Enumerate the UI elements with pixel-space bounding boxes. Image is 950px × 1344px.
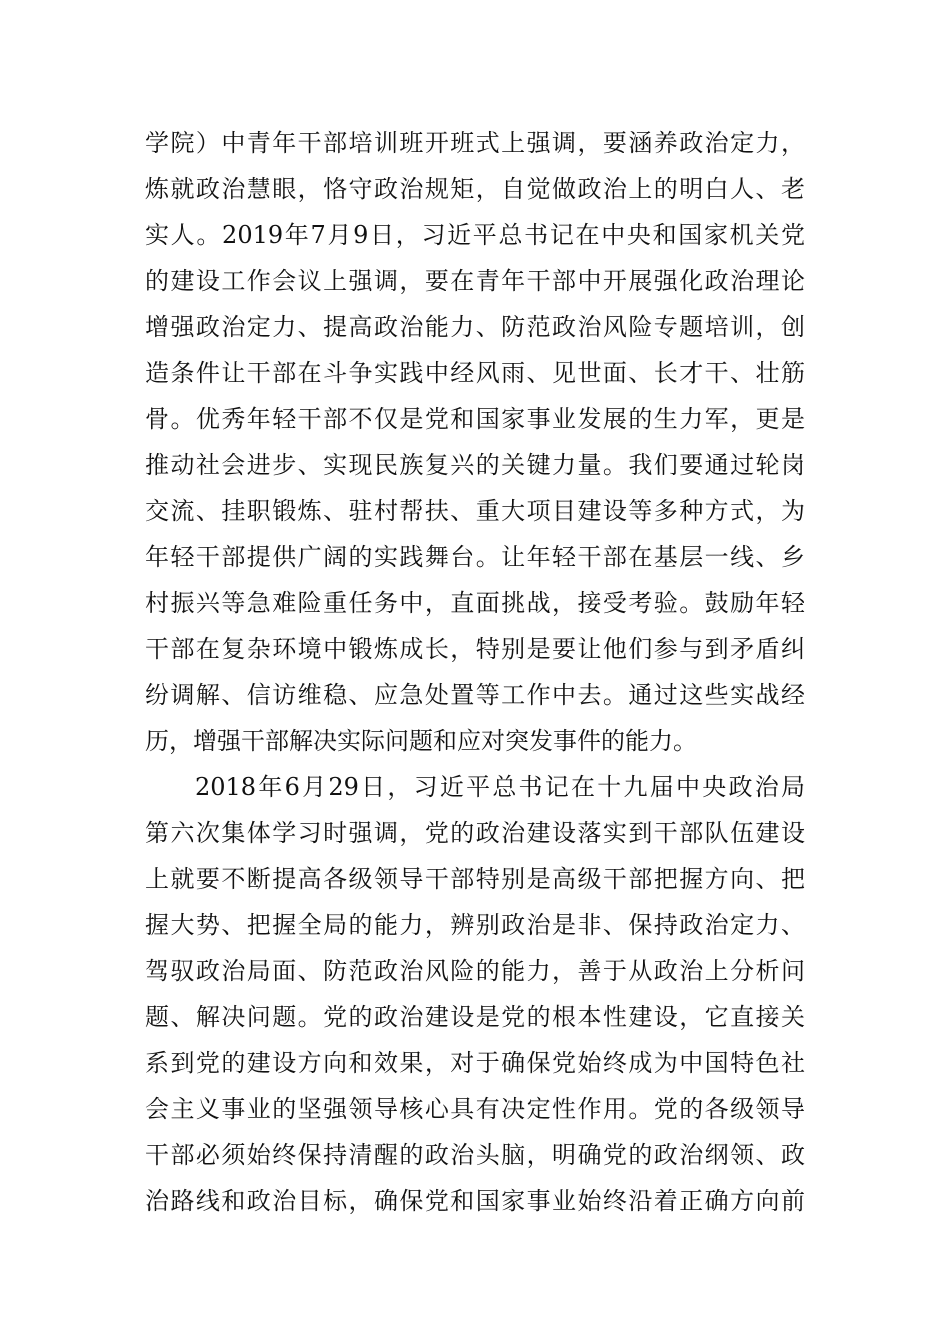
text-line: 村振兴等急难险重任务中，直面挑战，接受考验。鼓励年轻 xyxy=(145,589,805,617)
text-line: 的建设工作会议上强调，要在青年干部中开展强化政治理论 xyxy=(145,267,805,295)
text-line: 上就要不断提高各级领导干部特别是高级干部把握方向、把 xyxy=(145,865,805,893)
text-line: 交流、挂职锻炼、驻村帮扶、重大项目建设等多种方式，为 xyxy=(145,497,805,525)
paragraph-first-line: 2018年6月29日，习近平总书记在十九届中央政治局 xyxy=(195,773,805,801)
text-line: 历，增强干部解决实际问题和应对突发事件的能力。 xyxy=(145,727,697,755)
text-line: 系到党的建设方向和效果，对于确保党始终成为中国特色社 xyxy=(145,1049,805,1077)
text-line: 学院）中青年干部培训班开班式上强调，要涵养政治定力， xyxy=(145,129,805,157)
text-line: 推动社会进步、实现民族复兴的关键力量。我们要通过轮岗 xyxy=(145,451,805,479)
text-line: 干部在复杂环境中锻炼成长，特别是要让他们参与到矛盾纠 xyxy=(145,635,805,663)
text-line: 治路线和政治目标，确保党和国家事业始终沿着正确方向前 xyxy=(145,1187,805,1215)
text-line: 炼就政治慧眼，恪守政治规矩，自觉做政治上的明白人、老 xyxy=(145,175,805,203)
text-line: 造条件让干部在斗争实践中经风雨、见世面、长才干、壮筋 xyxy=(145,359,805,387)
text-line: 会主义事业的坚强领导核心具有决定性作用。党的各级领导 xyxy=(145,1095,805,1123)
text-line: 实人。2019年7月9日，习近平总书记在中央和国家机关党 xyxy=(145,221,805,249)
text-line: 纷调解、信访维稳、应急处置等工作中去。通过这些实战经 xyxy=(145,681,805,709)
text-line: 题、解决问题。党的政治建设是党的根本性建设，它直接关 xyxy=(145,1003,805,1031)
text-line: 第六次集体学习时强调，党的政治建设落实到干部队伍建设 xyxy=(145,819,805,847)
text-line: 增强政治定力、提高政治能力、防范政治风险专题培训，创 xyxy=(145,313,805,341)
text-line: 握大势、把握全局的能力，辨别政治是非、保持政治定力、 xyxy=(145,911,805,939)
text-line: 干部必须始终保持清醒的政治头脑，明确党的政治纲领、政 xyxy=(145,1141,805,1169)
text-line: 年轻干部提供广阔的实践舞台。让年轻干部在基层一线、乡 xyxy=(145,543,805,571)
text-line: 驾驭政治局面、防范政治风险的能力，善于从政治上分析问 xyxy=(145,957,805,985)
text-line: 骨。优秀年轻干部不仅是党和国家事业发展的生力军，更是 xyxy=(145,405,805,433)
